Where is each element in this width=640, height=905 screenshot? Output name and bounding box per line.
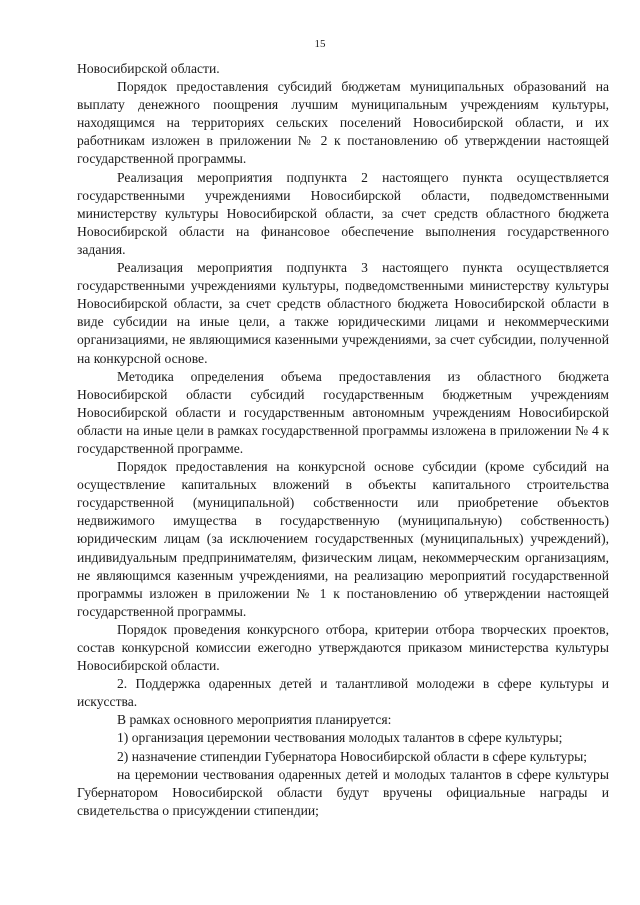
document-body <box>77 60 609 820</box>
paragraph-ceremony: на церемонии чествования одаренных детей и молодых талантов в сфере культуры Губернатором Новосибирской области будут вручены официальные награды и свидетельства о присуждении стипендии; <box>77 766 609 818</box>
list-item-1: 1) организация церемонии чествования молодых талантов в сфере культуры; <box>117 730 563 746</box>
paragraph-section-2-heading: 2. Поддержка одаренных детей и талантливой молодежи в сфере культуры и искусства. <box>77 676 609 710</box>
page-number: 15 <box>314 38 326 50</box>
paragraph-subitem-2: Реализация мероприятия подпункта 2 настоящего пункта осуществляется государственными учреждениями Новосибирской области, подведомственными министерству культуры Новосибирской области, за счет средств областного бюджета Новосибирской области на финансовое обеспечение выполнения государственного задания. <box>77 169 609 257</box>
paragraph-planned-intro: В рамках основного мероприятия планируется: <box>117 712 392 728</box>
paragraph-continuation: Новосибирской области. <box>77 61 220 76</box>
paragraph-subitem-3: Реализация мероприятия подпункта 3 настоящего пункта осуществляется государственными учреждениями культуры, подведомственными министерству культуры Новосибирской области, за счет средств областного бюджета Новосибирской области в виде субсидии на иные цели, а также юридическими лицами и некоммерческими организациями, не являющимися казенными учреждениями, за счет субсидии, полученной на конкурсной основе. <box>77 260 609 366</box>
list-item-2: 2) назначение стипендии Губернатора Новосибирской области в сфере культуры; <box>117 748 588 764</box>
paragraph-competition-procedure: Порядок проведения конкурсного отбора, критерии отбора творческих проектов, состав конкурсной комиссии ежегодно утверждаются приказом министерства культуры Новосибирской области. <box>77 621 609 674</box>
paragraph-methodology: Методика определения объема предоставления из областного бюджета Новосибирской области субсидий государственным бюджетным учреждениям Новосибирской области и государственным автономным учреждениям Новосибирской области на иные цели в рамках государственной программы изложена в приложении № 4 к государственной программе. <box>77 368 609 456</box>
paragraph-municipal-subsidies: Порядок предоставления субсидий бюджетам муниципальных образований на выплату денежного поощрения лучшим муниципальным учреждениям культуры, находящимся на территориях сельских поселений Новосибирской области, и их работникам изложен в приложении № 2 к постановлению об утверждении настоящей государственной программы. <box>77 79 609 167</box>
paragraph-competitive-subsidy: Порядок предоставления на конкурсной основе субсидии (кроме субсидий на осуществление капитальных вложений в объекты капитального строительства государственной (муниципальной) собственности или приобретение объектов недвижимого имущества в государственную (муниципальную) собственность) юридическим лицам (за исключением государственных (муниципальных) учреждений), индивидуальным предпринимателям, физическим лицам, некоммерческим организациям, не являющимся казенным учреждениями, на реализацию мероприятий государственной программы изложен в приложении № 1 к постановлению об утверждении настоящей государственной программы. <box>77 459 609 619</box>
